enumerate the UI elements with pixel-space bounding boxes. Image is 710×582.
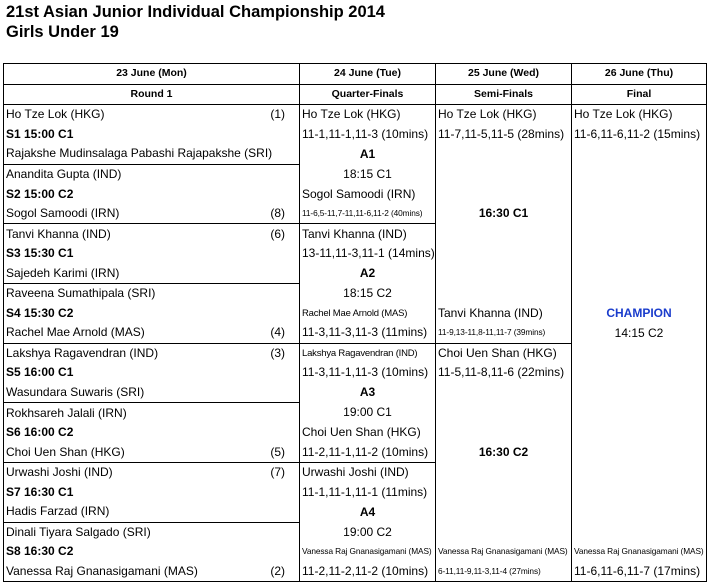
player-cell [4,442,300,462]
sf-winner: Vanessa Raj Gnanasigamani (MAS) [436,542,572,562]
header-semi-finals: Semi-Finals [436,84,572,105]
header-date-f: 26 June (Thu) [572,64,707,85]
qf-winner: Ho Tze Lok (HKG) [300,105,436,125]
seed: (2) [270,563,285,578]
player-name: Sajedeh Karimi (IRN) [6,265,120,280]
qf-score: 13-11,11-3,11-1 (14mins) [300,244,436,264]
match-schedule: S3 15:30 C1 [4,244,300,264]
seed: (4) [270,325,285,340]
match-schedule: S2 15:00 C2 [4,184,300,204]
player-name: Wasundara Suwaris (SRI) [6,385,145,400]
player-name: Hadis Farzad (IRN) [6,504,110,519]
qf-match-label: A1 [300,144,436,164]
seed: (7) [270,465,285,480]
final-score: 11-6,11-6,11-7 (17mins) [572,562,707,582]
seed: (6) [270,226,285,241]
qf-score: 11-3,11-1,11-3 (10mins) [300,363,436,383]
qf-winner: Vanessa Raj Gnanasigamani (MAS) [300,542,436,562]
seed: (5) [270,444,285,459]
header-date-r1: 23 June (Mon) [4,64,300,85]
sf-score: 6-11,11-9,11-3,11-4 (27mins) [436,562,572,582]
qf-winner: Sogol Samoodi (IRN) [300,184,436,204]
champion-label: CHAMPION [572,304,707,324]
qf-match-label: A2 [300,263,436,283]
page-subtitle: Girls Under 19 [6,23,119,41]
header-final: Final [572,84,707,105]
qf-score: 11-3,11-3,11-3 (11mins) [300,323,436,343]
header-date-sf: 25 June (Wed) [436,64,572,85]
page-title: 21st Asian Junior Individual Championship 2014 [6,3,385,21]
seed: (8) [270,206,285,221]
player-cell [4,323,300,343]
player-name: Urwashi Joshi (IND) [6,465,113,480]
player-cell [4,144,300,164]
sf-score: 11-5,11-8,11-6 (22mins) [436,363,572,383]
qf-score: 11-1,11-1,11-1 (11mins) [300,482,436,502]
player-cell [4,164,300,184]
sf-winner: Ho Tze Lok (HKG) [436,105,572,125]
qf-winner: Tanvi Khanna (IND) [300,224,436,244]
player-cell [4,522,300,542]
qf-match-time: 18:15 C1 [300,164,436,184]
qf-match-time: 18:15 C2 [300,284,436,304]
sf-match-time: 16:30 C1 [436,204,572,224]
match-schedule: S5 16:00 C1 [4,363,300,383]
qf-match-time: 19:00 C1 [300,403,436,423]
player-cell [4,284,300,304]
player-name: Lakshya Ragavendran (IND) [6,345,159,360]
qf-match-label: A3 [300,383,436,403]
sf-score: 11-7,11-5,11-5 (28mins) [436,125,572,145]
player-name: Ho Tze Lok (HKG) [6,107,105,122]
player-name: Vanessa Raj Gnanasigamani (MAS) [6,563,198,578]
final-winner: Vanessa Raj Gnanasigamani (MAS) [572,542,707,562]
player-cell [4,224,300,244]
draw-table [3,63,707,582]
final-winner: Ho Tze Lok (HKG) [572,105,707,125]
player-name: Raveena Sumathipala (SRI) [6,286,156,301]
player-cell [4,562,300,582]
qf-winner: Choi Uen Shan (HKG) [300,423,436,443]
match-schedule: S4 15:30 C2 [4,304,300,324]
player-cell [4,343,300,363]
player-cell [4,263,300,283]
sf-winner: Choi Uen Shan (HKG) [436,343,572,363]
qf-score: 11-2,11-1,11-2 (10mins) [300,442,436,462]
qf-winner: Rachel Mae Arnold (MAS) [300,304,436,324]
final-score: 11-6,11-6,11-2 (15mins) [572,125,707,145]
player-name: Rokhsareh Jalali (IRN) [6,405,127,420]
header-round1: Round 1 [4,84,300,105]
player-cell [4,204,300,224]
player-name: Sogol Samoodi (IRN) [6,206,120,221]
qf-score: 11-2,11-2,11-2 (10mins) [300,562,436,582]
final-time: 14:15 C2 [572,323,707,343]
seed: (3) [270,345,285,360]
player-name: Dinali Tiyara Salgado (SRI) [6,524,151,539]
player-cell [4,462,300,482]
qf-match-time: 19:00 C2 [300,522,436,542]
player-name: Choi Uen Shan (HKG) [6,444,125,459]
header-quarter-finals: Quarter-Finals [300,84,436,105]
player-cell [4,403,300,423]
qf-match-label: A4 [300,502,436,522]
player-name: Tanvi Khanna (IND) [6,226,111,241]
header-date-qf: 24 June (Tue) [300,64,436,85]
qf-winner: Urwashi Joshi (IND) [300,462,436,482]
sf-score: 11-9,13-11,8-11,11-7 (39mins) [436,323,572,343]
match-schedule: S1 15:00 C1 [4,125,300,145]
match-schedule: S8 16:30 C2 [4,542,300,562]
qf-score: 11-6,5-11,7-11,11-6,11-2 (40mins) [300,204,436,224]
qf-winner: Lakshya Ragavendran (IND) [300,343,436,363]
sf-winner: Tanvi Khanna (IND) [436,304,572,324]
match-schedule: S7 16:30 C1 [4,482,300,502]
sf-match-time: 16:30 C2 [436,442,572,462]
player-name: Anandita Gupta (IND) [6,167,122,181]
player-cell [4,502,300,522]
player-name: Rajakshe Mudinsalaga Pabashi Rajapakshe (SRI) [6,146,273,161]
player-name: Rachel Mae Arnold (MAS) [6,325,145,340]
seed: (1) [270,107,285,122]
player-cell [4,105,300,125]
qf-score: 11-1,11-1,11-3 (10mins) [300,125,436,145]
player-cell [4,383,300,403]
match-schedule: S6 16:00 C2 [4,423,300,443]
